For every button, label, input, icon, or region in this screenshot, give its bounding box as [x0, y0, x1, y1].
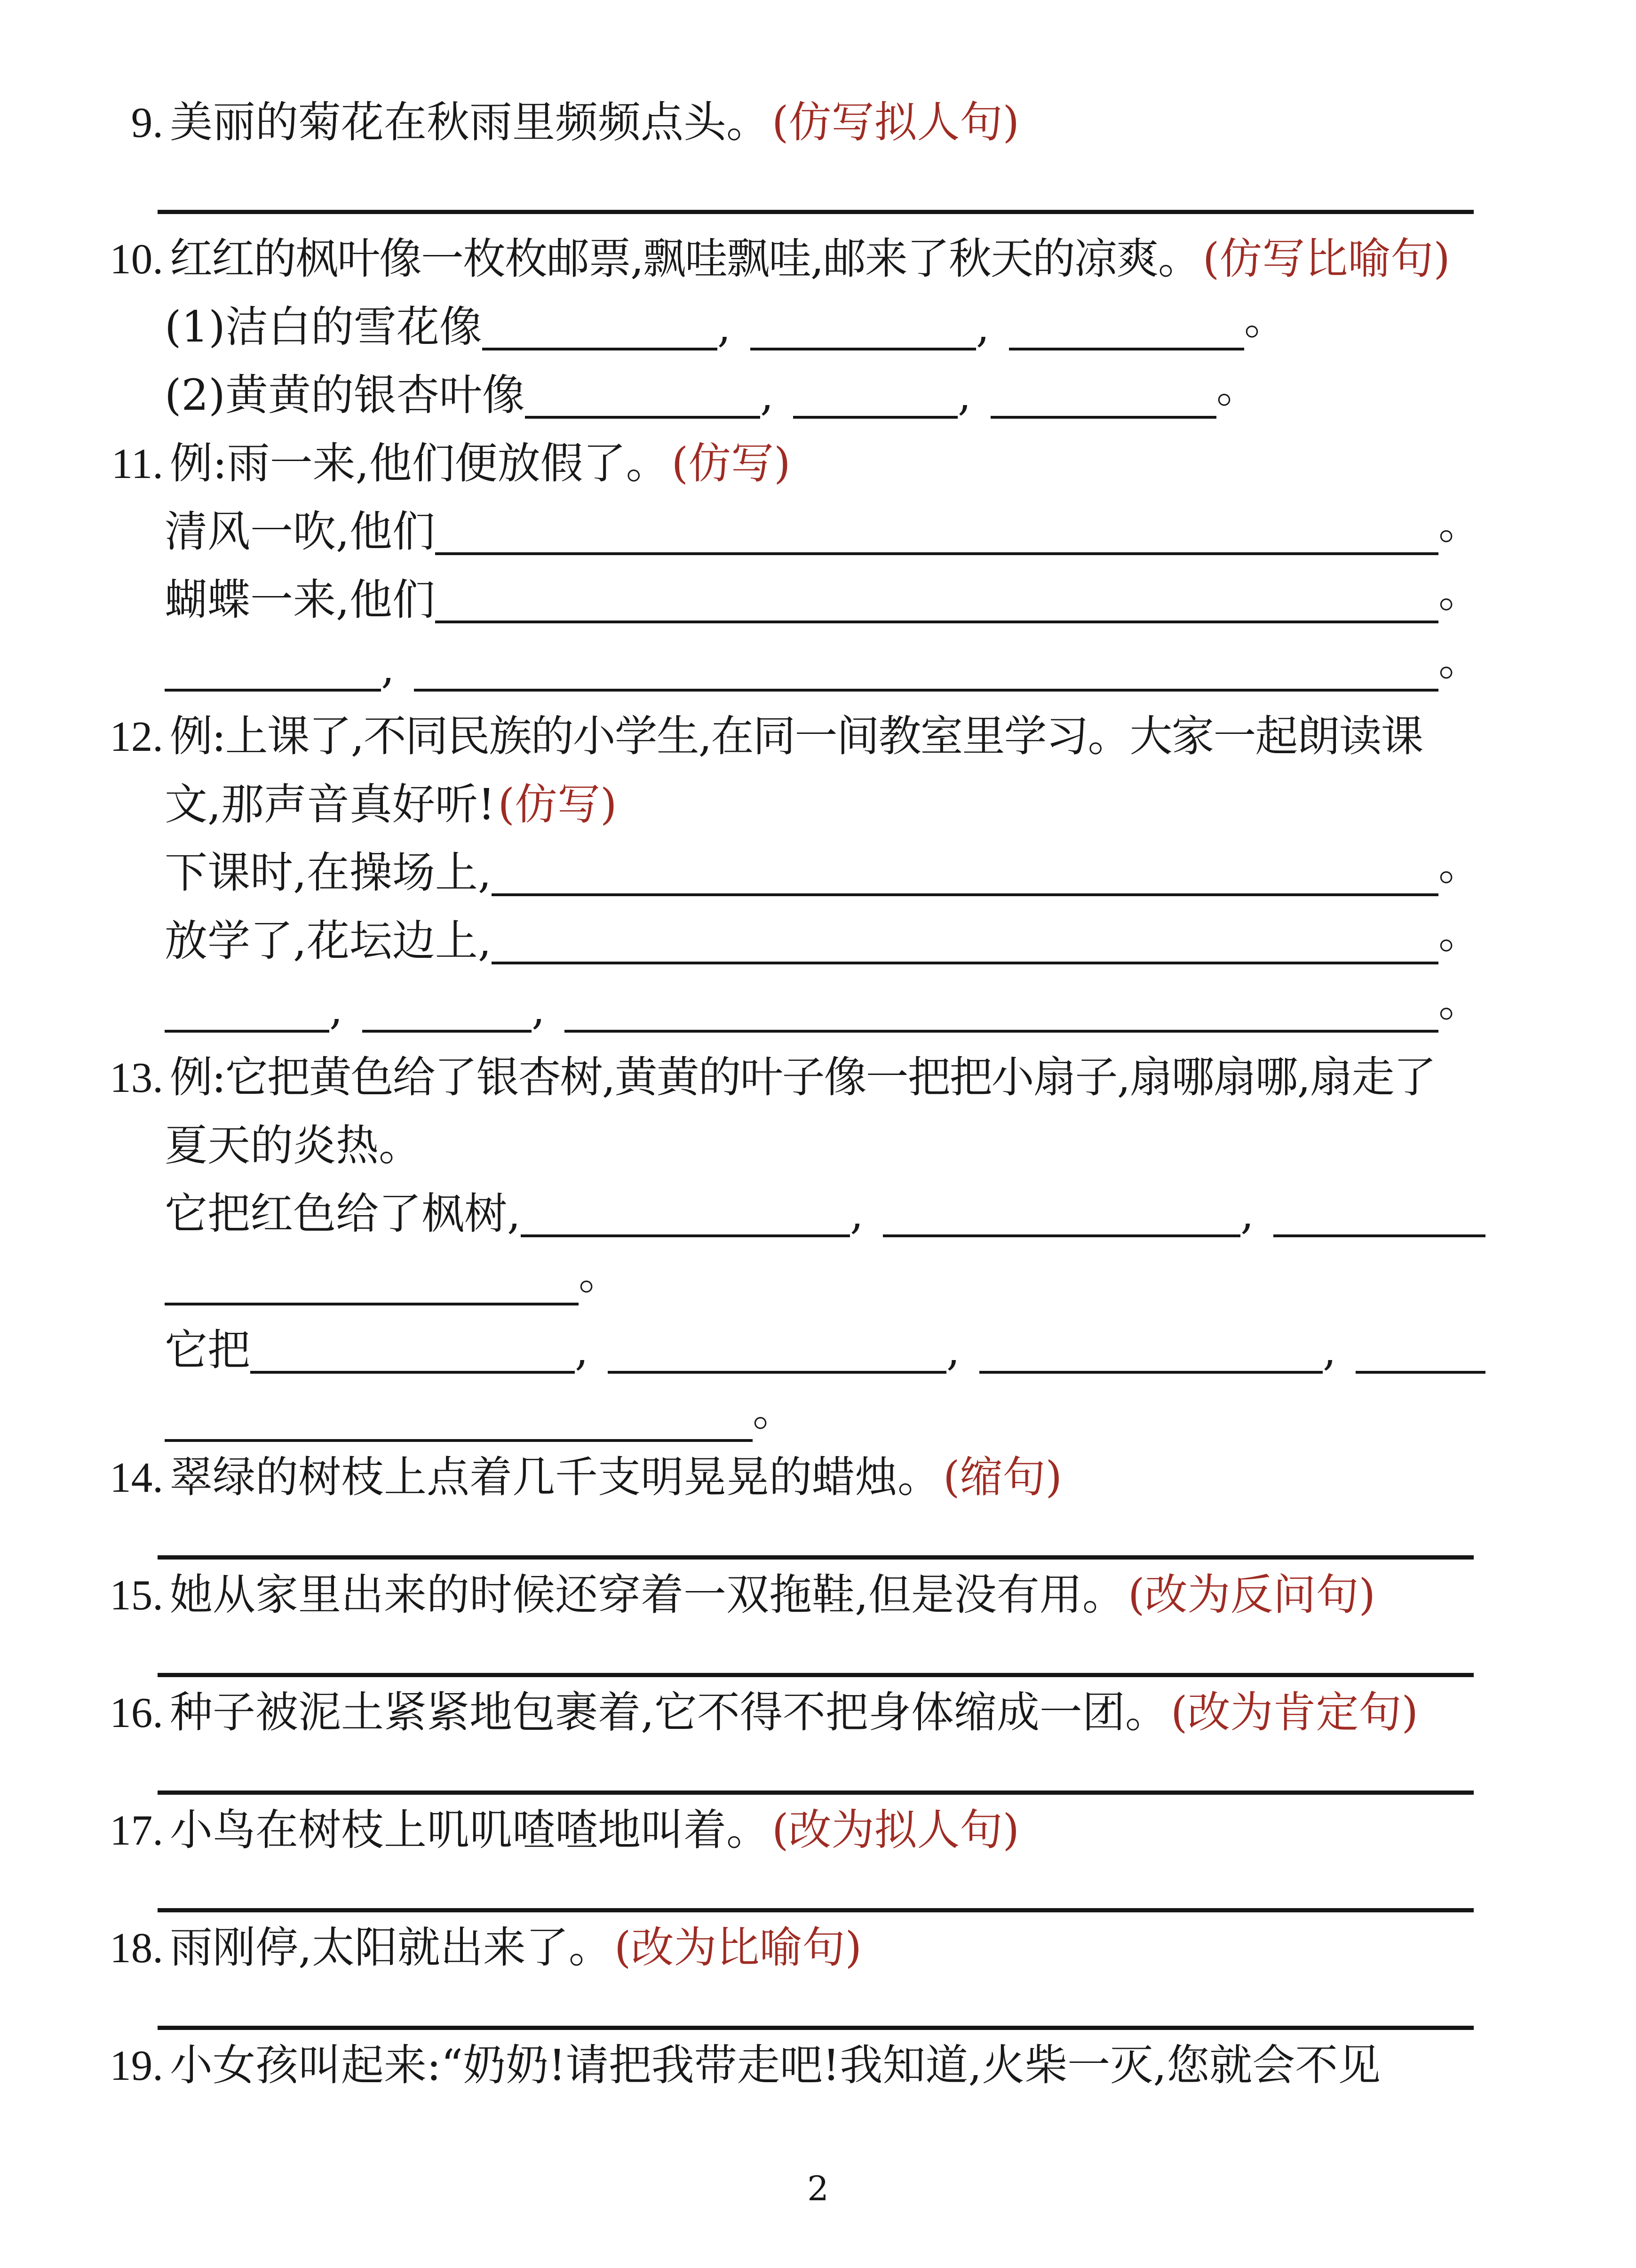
blank-segment: [362, 985, 532, 1033]
fill-line-11-3: [101, 623, 1535, 692]
blank-segment: [979, 1326, 1323, 1374]
page-number: 2: [807, 2169, 829, 2208]
question-13-text-line2: 夏天的炎热。: [165, 1121, 422, 1170]
answer-line-18: [101, 1971, 1535, 2030]
fill-line-10-sub2: [101, 350, 1535, 419]
blank-segment: [608, 1326, 946, 1374]
fill-line-12-1: [101, 828, 1535, 896]
blank-segment: [165, 1394, 753, 1442]
question-13-text-line1: 例:它把黄色给了银杏树,黄黄的叶子像一把把小扇子,扇哪扇哪,扇走了: [170, 1052, 1436, 1102]
fill-line-13-1: [101, 1169, 1535, 1237]
blank-segment: [414, 644, 1438, 692]
fill-lead: 放学了,花坛边上,: [165, 916, 492, 966]
comma-mark: ,: [850, 1189, 864, 1239]
fill-lead: (2)黄黄的银杏叶像: [165, 370, 525, 420]
comma-mark: ,: [760, 370, 774, 420]
period-mark: 。: [579, 1249, 622, 1299]
item-number-9: 9.: [131, 98, 163, 146]
question-18-task-label: (改为比喻句): [614, 1923, 862, 1973]
question-9-task-label: (仿写拟人句): [772, 97, 1020, 147]
question-10-row: [101, 214, 1535, 282]
question-15-task-label: (改为反问句): [1128, 1570, 1375, 1620]
question-12-task-label: (仿写): [498, 780, 617, 829]
comma-mark: ,: [946, 1325, 960, 1375]
comma-mark: ,: [976, 302, 990, 352]
blank-segment: [1356, 1326, 1485, 1374]
blank-segment: [1273, 1189, 1485, 1237]
question-18-row: [101, 1912, 1535, 1971]
question-11-text: 例:雨一来,他们便放假了。: [170, 438, 669, 488]
answer-line-15: [101, 1618, 1535, 1677]
blank-segment: [492, 916, 1438, 964]
blank-segment: [1009, 302, 1244, 350]
item-number-11: 11.: [111, 439, 163, 487]
fill-line-13-2: [101, 1237, 1535, 1305]
answer-line-14: [101, 1501, 1535, 1560]
blank-segment: [250, 1326, 575, 1374]
question-15-text: 她从家里出来的时候还穿着一双拖鞋,但是没有用。: [170, 1570, 1125, 1620]
answer-line-16: [101, 1736, 1535, 1795]
blank-segment: [525, 371, 760, 419]
question-19-text: 小女孩叫起来:“奶奶!请把我带走吧!我知道,火柴一灭,您就会不见: [170, 2040, 1381, 2090]
fill-lead: 蝴蝶一来,他们: [165, 575, 435, 625]
question-11-task-label: (仿写): [671, 438, 791, 488]
fill-line-13-4: [101, 1374, 1535, 1442]
blank-segment: [883, 1189, 1240, 1237]
fill-line-12-3: [101, 964, 1535, 1033]
question-12-text-line1: 例:上课了,不同民族的小学生,在同一间教室里学习。大家一起朗读课: [170, 711, 1423, 761]
period-mark: 。: [1216, 363, 1259, 413]
answer-line-9: [101, 146, 1535, 214]
fill-line-12-2: [101, 896, 1535, 964]
item-number-10: 10.: [110, 235, 163, 283]
fill-lead: 它把: [165, 1325, 251, 1375]
blank-line: [158, 1863, 1474, 1912]
blank-line: [158, 165, 1474, 214]
fill-line-11-1: [101, 487, 1535, 555]
period-mark: 。: [753, 1386, 796, 1436]
period-mark: 。: [1438, 499, 1482, 549]
question-13-continuation: [101, 1101, 1535, 1169]
comma-mark: ,: [329, 984, 343, 1034]
item-number-19: 19.: [110, 2041, 163, 2089]
question-14-row: [101, 1442, 1535, 1501]
blank-segment: [991, 371, 1216, 419]
question-12-text-line2: 文,那声音真好听!: [165, 780, 495, 829]
comma-mark: ,: [532, 984, 545, 1034]
comma-mark: ,: [957, 370, 971, 420]
question-16-row: [101, 1677, 1535, 1736]
comma-mark: ,: [381, 643, 395, 693]
item-number-14: 14.: [110, 1453, 163, 1501]
blank-segment: [564, 985, 1438, 1033]
blank-line: [158, 1981, 1474, 2030]
fill-line-13-3: [101, 1305, 1535, 1374]
item-number-18: 18.: [110, 1924, 163, 1972]
period-mark: 。: [1438, 567, 1482, 617]
question-17-row: [101, 1795, 1535, 1854]
blank-segment: [793, 371, 958, 419]
question-14-text: 翠绿的树枝上点着几千支明晃晃的蜡烛。: [170, 1452, 941, 1502]
item-number-15: 15.: [110, 1571, 163, 1619]
blank-segment: [165, 1257, 579, 1305]
question-18-text: 雨刚停,太阳就出来了。: [170, 1923, 612, 1973]
blank-segment: [165, 985, 329, 1033]
fill-lead: (1)洁白的雪花像: [165, 302, 482, 352]
question-11-row: [101, 419, 1535, 487]
question-17-task-label: (改为拟人句): [772, 1805, 1020, 1855]
question-15-row: [101, 1560, 1535, 1618]
period-mark: 。: [1438, 636, 1482, 685]
item-number-17: 17.: [110, 1806, 163, 1854]
question-9-row: [101, 78, 1535, 146]
question-16-task-label: (改为肯定句): [1170, 1687, 1418, 1737]
comma-mark: ,: [1323, 1325, 1336, 1375]
item-number-12: 12.: [110, 712, 163, 760]
blank-segment: [435, 575, 1438, 623]
comma-mark: ,: [717, 302, 731, 352]
question-9-text: 美丽的菊花在秋雨里频频点头。: [170, 97, 770, 147]
period-mark: 。: [1438, 840, 1482, 890]
comma-mark: ,: [575, 1325, 588, 1375]
fill-lead: 清风一吹,他们: [165, 507, 435, 557]
blank-segment: [435, 507, 1438, 555]
question-19-row: [101, 2030, 1535, 2089]
question-12-row: [101, 692, 1535, 760]
blank-line: [158, 1628, 1474, 1677]
blank-segment: [165, 644, 381, 692]
question-12-continuation: [101, 760, 1535, 828]
blank-segment: [482, 302, 717, 350]
answer-line-17: [101, 1854, 1535, 1912]
blank-segment: [492, 848, 1438, 896]
fill-lead: 下课时,在操场上,: [165, 848, 492, 898]
period-mark: 。: [1438, 977, 1482, 1027]
blank-line: [158, 1510, 1474, 1560]
question-16-text: 种子被泥土紧紧地包裹着,它不得不把身体缩成一团。: [170, 1687, 1168, 1737]
blank-line: [158, 1745, 1474, 1795]
comma-mark: ,: [1240, 1189, 1254, 1239]
item-number-16: 16.: [110, 1688, 163, 1736]
period-mark: 。: [1244, 294, 1287, 344]
blank-segment: [750, 302, 976, 350]
fill-line-10-sub1: [101, 282, 1535, 350]
fill-line-11-2: [101, 555, 1535, 623]
question-13-row: [101, 1033, 1535, 1101]
fill-lead: 它把红色给了枫树,: [165, 1189, 521, 1239]
question-17-text: 小鸟在树枝上叽叽喳喳地叫着。: [170, 1805, 770, 1855]
period-mark: 。: [1438, 908, 1482, 958]
item-number-13: 13.: [110, 1053, 163, 1101]
question-10-task-label: (仿写比喻句): [1202, 234, 1450, 284]
blank-segment: [521, 1189, 850, 1237]
question-10-text: 红红的枫叶像一枚枚邮票,飘哇飘哇,邮来了秋天的凉爽。: [170, 234, 1200, 284]
question-14-task-label: (缩句): [943, 1452, 1063, 1502]
